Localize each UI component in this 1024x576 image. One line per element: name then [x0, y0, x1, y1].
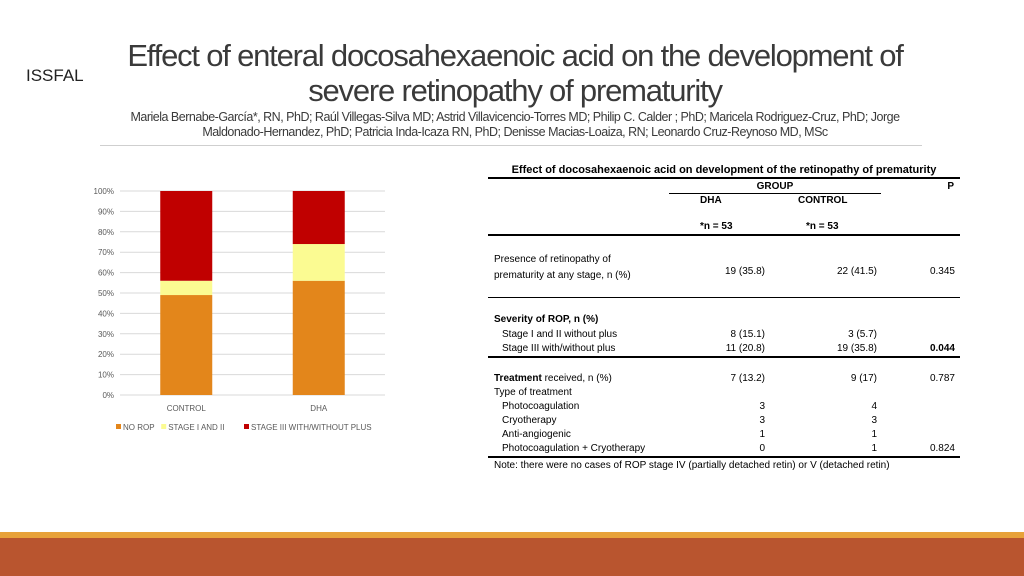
- presence-control: 22 (41.5): [836, 266, 877, 277]
- stacked-bar-chart: [80, 178, 400, 448]
- anti-label: Anti-angiogenic: [502, 429, 571, 440]
- table-row: [488, 415, 960, 429]
- table-row: [488, 429, 960, 443]
- legend-swatch: [116, 424, 121, 429]
- legend-swatch: [161, 424, 166, 429]
- table-row: [488, 236, 960, 298]
- y-tick-label: 80%: [97, 227, 114, 237]
- group-header: GROUP: [669, 181, 881, 194]
- table-row: [488, 443, 960, 458]
- y-tick-label: 60%: [97, 268, 114, 278]
- poster-title: Effect of enteral docosahexaenoic acid on the development of severe retinopathy of prematurity: [127, 38, 903, 108]
- table-row: [488, 343, 960, 358]
- stage12-label: Stage I and II without plus: [502, 329, 618, 340]
- treatment-label-rest: received, n (%): [541, 373, 612, 384]
- cryo-control: 3: [871, 415, 877, 426]
- presence-label-line1: Presence of retinopathy of: [494, 254, 611, 265]
- y-tick-label: 70%: [97, 248, 114, 258]
- legend-swatch: [244, 424, 249, 429]
- table-row: [488, 373, 960, 387]
- y-tick-label: 40%: [97, 309, 114, 319]
- table-note: Note: there were no cases of ROP stage IV (partially detached retin) or V (detached retin): [494, 460, 890, 471]
- stage3-label: Stage III with/without plus: [502, 343, 616, 354]
- treatment-dha: 7 (13.2): [730, 373, 765, 384]
- treatment-p: 0.787: [929, 373, 955, 384]
- photo-label: Photocoagulation: [502, 401, 580, 412]
- cryo-dha: 3: [759, 415, 765, 426]
- presence-label-line2: prematurity at any stage, n (%): [494, 270, 631, 281]
- anti-control: 1: [871, 429, 877, 440]
- cryo-label: Cryotherapy: [502, 415, 557, 426]
- photo-dha: 3: [759, 401, 765, 412]
- presence-p: 0.345: [929, 266, 955, 277]
- combo-label: Photocoagulation + Cryotherapy: [502, 443, 646, 454]
- treatment-control: 9 (17): [850, 373, 877, 384]
- x-tick-label: CONTROL: [166, 404, 206, 413]
- y-tick-label: 20%: [97, 350, 114, 360]
- treatment-label-bold: Treatment: [494, 373, 542, 384]
- stage12-control: 3 (5.7): [848, 329, 877, 340]
- photo-control: 4: [871, 401, 877, 412]
- y-tick-label: 30%: [97, 329, 114, 339]
- y-tick-label: 90%: [97, 207, 114, 217]
- stage3-dha: 11 (20.8): [725, 343, 765, 354]
- stage3-p: 0.044: [929, 343, 955, 354]
- combo-control: 1: [871, 443, 877, 454]
- y-tick-label: 100%: [93, 187, 114, 196]
- y-tick-label: 50%: [97, 289, 114, 298]
- title-divider: [100, 145, 922, 146]
- bar-segment: [160, 191, 212, 281]
- results-table: [488, 164, 960, 474]
- severity-label: Severity of ROP, n (%): [494, 314, 599, 325]
- stage3-control: 19 (35.8): [836, 343, 877, 354]
- n-control: *n = 53: [806, 221, 839, 232]
- legend-label: STAGE III WITH/WITHOUT PLUS: [251, 423, 372, 432]
- table-row: [488, 401, 960, 415]
- y-tick-label: 0%: [102, 391, 114, 400]
- table-row: [488, 329, 960, 343]
- col-control-header: CONTROL: [798, 195, 848, 206]
- organization-label: ISSFAL: [26, 66, 84, 85]
- col-dha-header: DHA: [700, 195, 722, 206]
- n-dha: *n = 53: [700, 221, 733, 232]
- footer-band: [0, 538, 1024, 576]
- type-label: Type of treatment: [494, 387, 572, 398]
- legend-label: NO ROP: [123, 423, 155, 432]
- table-caption: Effect of docosahexaenoic acid on development of the retinopathy of prematurity: [488, 164, 960, 179]
- stage12-dha: 8 (15.1): [730, 329, 765, 340]
- anti-dha: 1: [759, 429, 765, 440]
- legend-label: STAGE I AND II: [168, 423, 225, 432]
- x-tick-label: DHA: [310, 404, 328, 413]
- presence-dha: 19 (35.8): [724, 266, 765, 277]
- author-list: Mariela Bernabe-García*, RN, PhD; Raúl Villegas-Silva MD; Astrid Villavicencio-Torres MD; Philip C. Calder ; PhD; Maricela Rodriguez-Cruz, PhD; Jorge Maldonado-Hernandez, PhD; Patricia Inda-Icaza RN, PhD; Denisse Macias-Loaiza, RN; Leonardo Cruz-Reynoso MD, MSc: [130, 110, 900, 139]
- p-header: P: [947, 181, 954, 192]
- table-row: [488, 387, 960, 401]
- combo-p: 0.824: [929, 443, 955, 454]
- bar-segment: [160, 295, 212, 395]
- bar-segment: [293, 281, 345, 395]
- bar-segment: [293, 191, 345, 244]
- combo-dha: 0: [759, 443, 765, 454]
- bar-segment: [293, 244, 345, 281]
- bar-segment: [160, 281, 212, 295]
- y-tick-label: 10%: [97, 370, 114, 380]
